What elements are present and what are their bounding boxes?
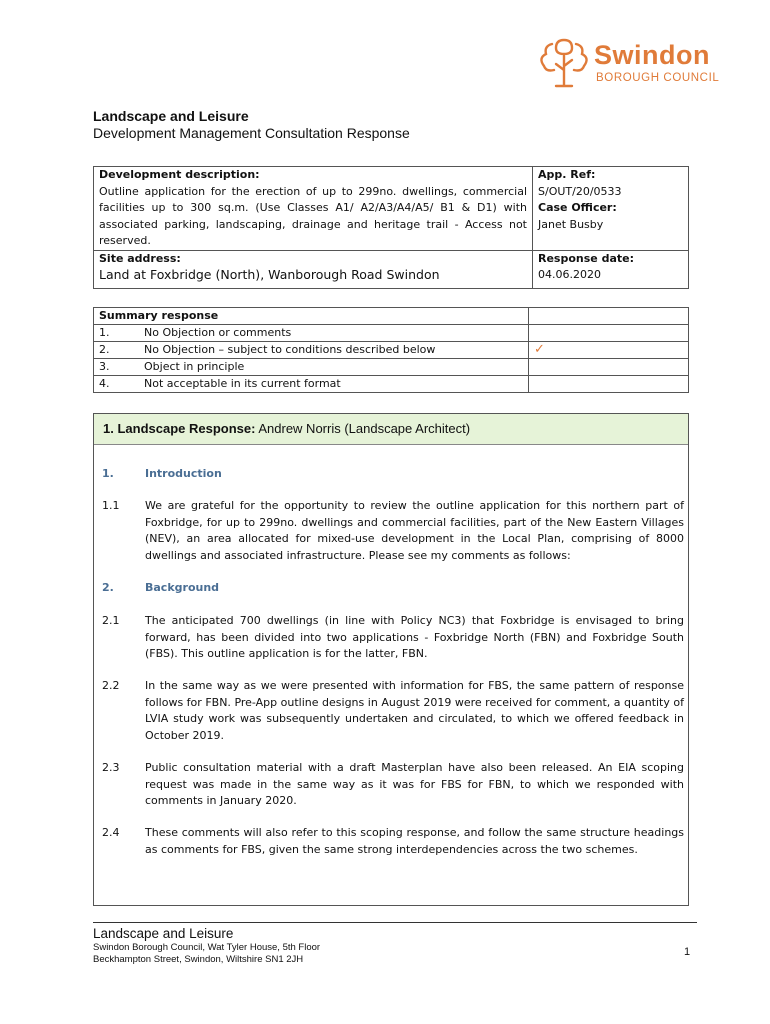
summary-row-number: 3. xyxy=(99,360,110,374)
summary-row-mark xyxy=(529,359,689,376)
response-date-cell xyxy=(533,250,689,288)
response-date-label: Response date: xyxy=(538,251,634,265)
description-label: Development description: xyxy=(99,168,260,181)
summary-row xyxy=(94,325,689,342)
app-ref-label: App. Ref: xyxy=(538,168,596,181)
summary-row-text: Not acceptable in its current format xyxy=(144,377,341,391)
summary-row xyxy=(94,359,689,376)
summary-row-text: Object in principle xyxy=(144,360,245,374)
development-description-cell xyxy=(94,167,533,251)
landscape-response-label: 1. Landscape Response: xyxy=(103,421,256,436)
logo-wordmark: Swindon xyxy=(594,40,710,70)
summary-row xyxy=(94,342,689,359)
summary-row-number: 1. xyxy=(99,326,110,340)
paragraph-number: 1.1 xyxy=(102,499,120,512)
section-heading: Introduction xyxy=(145,467,222,480)
summary-row-number: 4. xyxy=(99,377,110,391)
paragraph-text: The anticipated 700 dwellings (in line with Policy NC3) that Foxbridge is envisaged to bring forward, has been divided into two applications - Foxbridge North (FBN) and Foxbridge South (FBS). This outline application is for the latter, FBN. xyxy=(145,614,684,661)
summary-table xyxy=(93,307,689,393)
summary-row-text: No Objection – subject to conditions described below xyxy=(144,343,436,357)
case-officer-value: Janet Busby xyxy=(538,217,604,231)
summary-row-number: 2. xyxy=(99,343,110,357)
council-logo xyxy=(536,34,726,94)
tree-logo-icon xyxy=(538,36,590,92)
footer-address-line: Beckhampton Street, Swindon, Wiltshire SN1 2JH xyxy=(93,953,304,965)
site-address-value: Land at Foxbridge (North), Wanborough Road Swindon xyxy=(99,267,440,282)
case-officer-label: Case Officer: xyxy=(538,201,617,214)
section-number: 2. xyxy=(102,581,114,594)
summary-heading: Summary response xyxy=(94,308,529,325)
summary-row xyxy=(94,376,689,393)
development-table xyxy=(93,166,689,289)
paragraph-number: 2.4 xyxy=(102,826,120,839)
paragraph-text: These comments will also refer to this scoping response, and follow the same structure headings as comments for FBS, given the same strong interdependencies across the two schemes. xyxy=(145,826,684,856)
paragraph-number: 2.3 xyxy=(102,761,120,774)
page-number: 1 xyxy=(684,946,691,958)
paragraph-text: Public consultation material with a draft Masterplan have also been released. An EIA scoping request was made in the same way as it was for FBS for FBN, to which we responded with comments in January 2020. xyxy=(145,761,684,808)
site-address-label: Site address: xyxy=(99,251,181,265)
site-address-cell xyxy=(94,250,533,288)
paragraph-text: In the same way as we were presented with information for FBS, the same pattern of response follows for FBN. Pre-App outline designs in August 2019 were received for comment, a quantity of LVIA study work was subsequently undertaken and circulated, to which we offered feedback in October 2019. xyxy=(145,679,684,742)
landscape-response-header xyxy=(94,414,688,445)
checkmark-icon: ✓ xyxy=(529,342,689,359)
footer-divider xyxy=(93,922,697,923)
landscape-response-box xyxy=(93,413,689,906)
logo-subtitle: BOROUGH COUNCIL xyxy=(596,72,720,84)
footer-address xyxy=(93,942,320,965)
app-ref-value: S/OUT/20/0533 xyxy=(538,184,622,198)
summary-row-mark xyxy=(529,376,689,393)
response-date-value: 04.06.2020 xyxy=(538,268,601,281)
section-heading: Background xyxy=(145,581,220,594)
description-text: Outline application for the erection of up to 299no. dwellings, commercial facilities up to 300 sq.m. (Use Classes A1/ A2/A3/A4/A5/ B1 & D1) with associated parking, landscaping, drainage and heritage trail - Access not reserved. xyxy=(99,184,527,247)
paragraph-text: We are grateful for the opportunity to review the outline application for this northern part of Foxbridge, for up to 299no. dwellings and commercial facilities, part of the New Eastern Villages (NEV), an area allocated for mixed-use development in the Local Plan, comprising of 8000 dwellings and associated infrastructure. Please see my comments as follows: xyxy=(145,499,684,562)
footer-address-line: Swindon Borough Council, Wat Tyler House, 5th Floor xyxy=(93,942,321,953)
document-title: Landscape and Leisure xyxy=(93,108,249,124)
summary-row-mark xyxy=(529,325,689,342)
paragraph-number: 2.1 xyxy=(102,614,120,627)
landscape-architect-name: Andrew Norris (Landscape Architect) xyxy=(258,421,471,436)
footer-title: Landscape and Leisure xyxy=(93,926,234,941)
document-subtitle: Development Management Consultation Response xyxy=(93,125,410,141)
reference-cell xyxy=(533,167,689,251)
paragraph-number: 2.2 xyxy=(102,679,120,692)
section-number: 1. xyxy=(102,467,114,480)
summary-row-text: No Objection or comments xyxy=(144,326,292,340)
